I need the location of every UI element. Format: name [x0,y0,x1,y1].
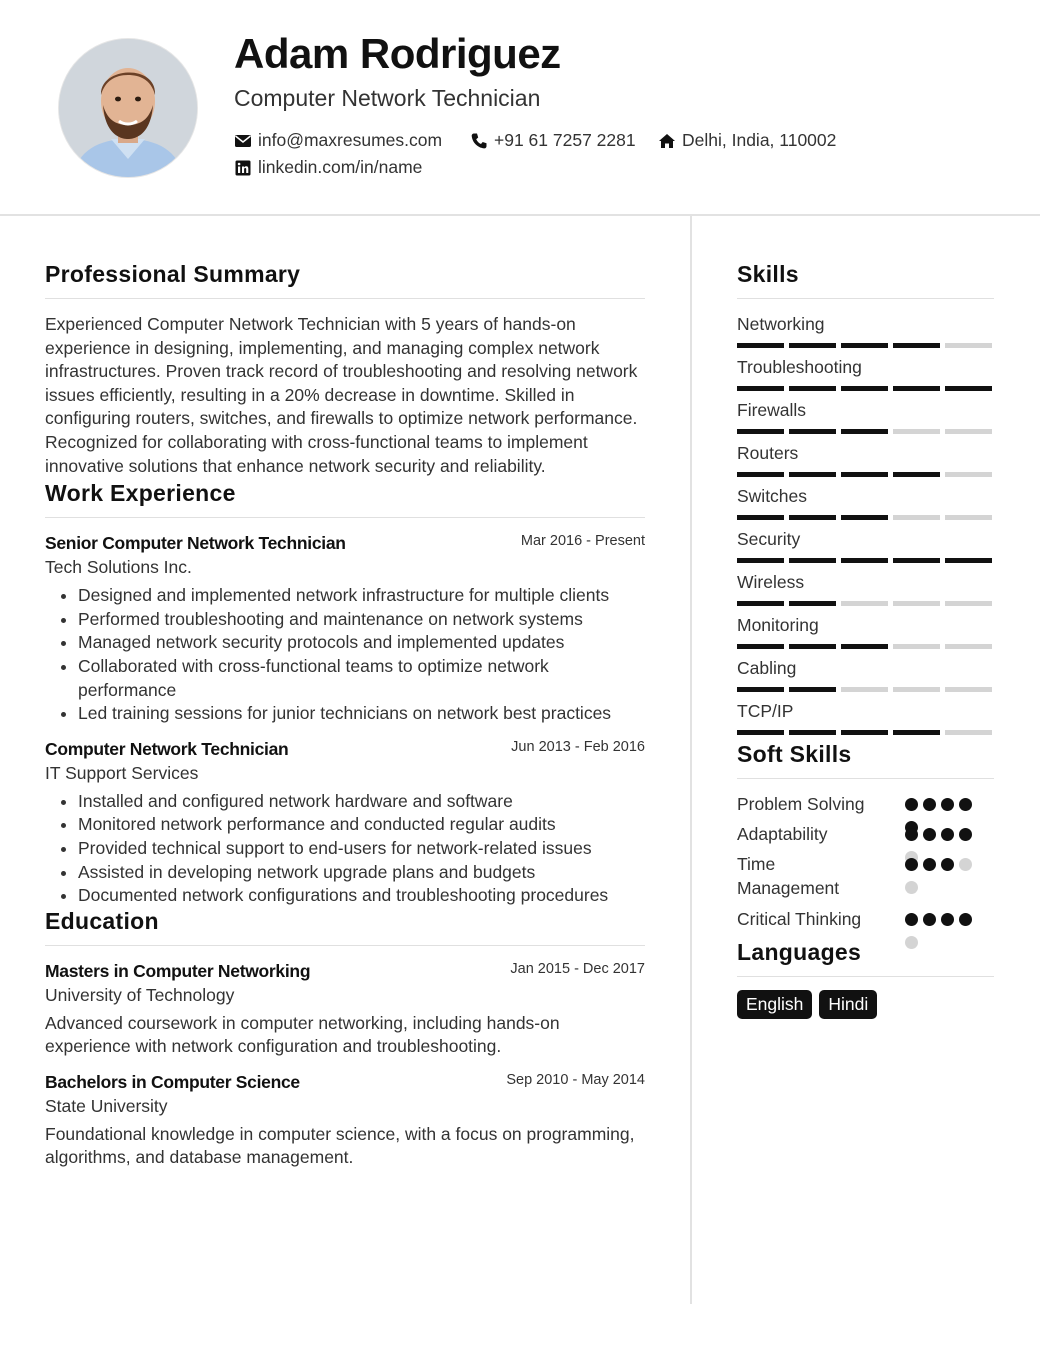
contact-address [658,130,836,151]
skill-level-bar [737,515,994,520]
skill-level-segment [841,730,888,735]
skill-level-bar [737,558,994,563]
skill-level-segment [945,601,992,606]
main-column [45,216,645,1170]
skill-level-bar [737,601,994,606]
rating-dot [959,913,972,926]
skill-level-segment [841,601,888,606]
summary-divider [45,298,645,299]
skill-name: Firewalls [737,400,807,420]
skill-level-segment [789,644,836,649]
skill-level-segment [789,687,836,692]
envelope-icon [234,132,252,150]
skill-level-segment [789,472,836,477]
rating-dot [941,798,954,811]
skill-item [737,354,994,391]
skill-name: TCP/IP [737,701,794,721]
job-bullet: • Monitored network performance and conducted regular audits [78,813,645,837]
skill-level-segment [893,343,940,348]
skill-level-segment [945,730,992,735]
rating-dot [905,936,918,949]
resume-header [0,0,1040,216]
skill-level-segment [945,429,992,434]
job-entry [45,533,645,726]
language-tag: Hindi [819,990,877,1019]
skill-level-segment [893,687,940,692]
candidate-name: Adam Rodriguez [234,30,561,77]
skills-divider [737,298,994,299]
rating-dot [923,858,936,871]
skill-level-segment [945,515,992,520]
job-bullet: • Collaborated with cross-functional teams to optimize network performance [78,655,645,702]
soft-skills-list [737,792,994,937]
job-bullet: • Documented network configurations and troubleshooting procedures [78,884,645,908]
languages-heading: Languages [737,939,862,965]
skill-level-segment [893,601,940,606]
skill-level-segment [737,386,784,391]
school-name: University of Technology [45,984,235,1005]
languages-list [737,990,994,1019]
education-heading: Education [45,907,159,934]
rating-dot [959,858,972,871]
skill-level-segment [893,386,940,391]
job-bullets [45,584,645,726]
soft-skill-name: Time Management [737,854,840,898]
rating-dot [905,881,918,894]
skills-section [737,261,994,735]
skill-level-segment [841,472,888,477]
rating-dot [941,828,954,841]
skill-level-segment [789,558,836,563]
skill-level-segment [737,601,784,606]
rating-dot [959,798,972,811]
language-tag: English [737,990,812,1019]
soft-skill-name: Problem Solving [737,794,865,814]
rating-dot [905,858,918,871]
skill-name: Monitoring [737,615,819,635]
contact-phone[interactable] [470,130,636,151]
job-date: Jun 2013 - Feb 2016 [511,738,645,755]
soft-skill-name: Adaptability [737,824,828,844]
skill-level-segment [737,730,784,735]
skill-level-segment [737,644,784,649]
skill-item [737,655,994,692]
skill-name: Networking [737,314,825,334]
skill-level-segment [893,429,940,434]
job-entry [45,739,645,908]
rating-dot [905,828,918,841]
skill-level-segment [945,472,992,477]
skill-level-bar [737,343,994,348]
linkedin-text: linkedin.com/in/name [258,157,423,177]
skill-name: Security [737,529,801,549]
education-divider [45,945,645,946]
phone-icon [470,132,488,150]
rating-dot [905,798,918,811]
education-entry [45,1072,645,1170]
email-text: info@maxresumes.com [258,130,443,150]
skill-level-segment [737,515,784,520]
experience-section [45,480,645,908]
skills-list [737,311,994,735]
skill-item [737,483,994,520]
skill-item [737,311,994,348]
skill-item [737,698,994,735]
skill-level-segment [789,429,836,434]
skill-level-segment [945,687,992,692]
skill-level-segment [841,343,888,348]
education-date: Sep 2010 - May 2014 [506,1071,645,1088]
education-entry [45,961,645,1059]
job-bullet: • Provided technical support to end-users for network-related issues [78,837,645,861]
skill-level-bar [737,429,994,434]
job-title: Computer Network Technician [45,738,289,759]
skill-level-bar [737,687,994,692]
job-bullet: • Assisted in developing network upgrade plans and budgets [78,861,645,885]
skill-level-segment [737,558,784,563]
job-company: Tech Solutions Inc. [45,557,192,578]
skill-level-segment [893,730,940,735]
rating-dot [923,913,936,926]
skill-level-segment [789,343,836,348]
soft-skill-item [737,852,994,907]
skill-level-segment [789,515,836,520]
job-bullet: • Designed and implemented network infrastructure for multiple clients [78,584,645,608]
soft-skill-item [737,822,994,852]
rating-dot [941,913,954,926]
candidate-title: Computer Network Technician [234,85,541,111]
soft-skill-name: Critical Thinking [737,909,862,929]
summary-text: Experienced Computer Network Technician with 5 years of hands-on experience in designing, implementing, and managing complex network infrastructures. Proven track record of troubleshooting and resolving network issues efficiently, resulting in a 20% decrease in downtime. Skilled in configuring routers, switches, and firewalls to optimize network performance. Recognized for collaborating with cross-functional teams to implement innovative solutions that enhance network security and reliability. [45,314,638,476]
skill-level-segment [841,687,888,692]
address-text: Delhi, India, 110002 [682,130,837,150]
education-section [45,908,645,1170]
education-description: Foundational knowledge in computer science, with a focus on programming, algorithms, and database management. [45,1123,635,1168]
degree-title: Bachelors in Computer Science [45,1071,300,1092]
skill-name: Cabling [737,658,797,678]
skill-level-segment [789,386,836,391]
soft-skill-item [737,907,994,937]
rating-dot [923,828,936,841]
skill-level-segment [841,644,888,649]
skill-level-segment [893,515,940,520]
job-company: IT Support Services [45,762,199,783]
languages-section [737,939,994,1019]
school-name: State University [45,1095,168,1116]
job-bullet: • Managed network security protocols and implemented updates [78,631,645,655]
experience-heading: Work Experience [45,480,236,507]
skill-level-segment [841,429,888,434]
soft-skills-divider [737,778,994,779]
rating-dot [941,858,954,871]
job-title: Senior Computer Network Technician [45,533,346,554]
skill-level-segment [945,386,992,391]
skill-level-segment [789,601,836,606]
job-date: Mar 2016 - Present [520,533,645,550]
skill-item [737,569,994,606]
skill-level-segment [841,386,888,391]
skill-level-segment [893,644,940,649]
skill-name: Troubleshooting [737,357,862,377]
skill-level-segment [945,343,992,348]
education-description: Advanced coursework in computer networking, including hands-on experience with network configuration and troubleshooting. [45,1012,560,1057]
skill-item [737,397,994,434]
rating-dot [959,828,972,841]
skill-level-segment [945,644,992,649]
skill-level-segment [737,472,784,477]
job-bullet: • Performed troubleshooting and maintenance on network systems [78,608,645,632]
summary-heading: Professional Summary [45,261,301,287]
rating-dot [905,913,918,926]
job-bullet: • Installed and configured network hardware and software [78,790,645,814]
skill-level-bar [737,644,994,649]
summary-section [45,261,645,478]
contact-email[interactable] [234,130,442,151]
skill-level-segment [841,558,888,563]
soft-skills-section [737,741,994,937]
degree-title: Masters in Computer Networking [45,960,311,981]
skills-heading: Skills [737,261,799,287]
sidebar-column [737,216,994,1019]
rating-dot [923,798,936,811]
skill-level-segment [789,730,836,735]
soft-skill-item [737,792,994,822]
phone-text: +91 61 7257 2281 [494,130,636,150]
job-bullet: • Led training sessions for junior technicians on network best practices [78,702,645,726]
languages-divider [737,976,994,977]
job-bullets [45,790,645,908]
education-date: Jan 2015 - Dec 2017 [510,960,645,977]
soft-skills-heading: Soft Skills [737,741,852,767]
avatar-illustration [59,39,197,177]
skill-level-segment [841,515,888,520]
skill-level-segment [737,343,784,348]
linkedin-icon [234,159,252,177]
skill-name: Routers [737,443,799,463]
skill-name: Switches [737,486,808,506]
profile-photo [58,38,198,178]
column-divider [690,216,692,1304]
skill-item [737,612,994,649]
skill-name: Wireless [737,572,805,592]
skill-level-segment [737,687,784,692]
skill-level-segment [945,558,992,563]
skill-level-segment [893,558,940,563]
skill-level-bar [737,386,994,391]
skill-level-bar [737,472,994,477]
skill-level-segment [737,429,784,434]
skill-level-bar [737,730,994,735]
experience-divider [45,517,645,518]
skill-item [737,440,994,477]
skill-level-segment [893,472,940,477]
home-icon [658,132,676,150]
skill-item [737,526,994,563]
contact-linkedin[interactable] [234,157,422,178]
